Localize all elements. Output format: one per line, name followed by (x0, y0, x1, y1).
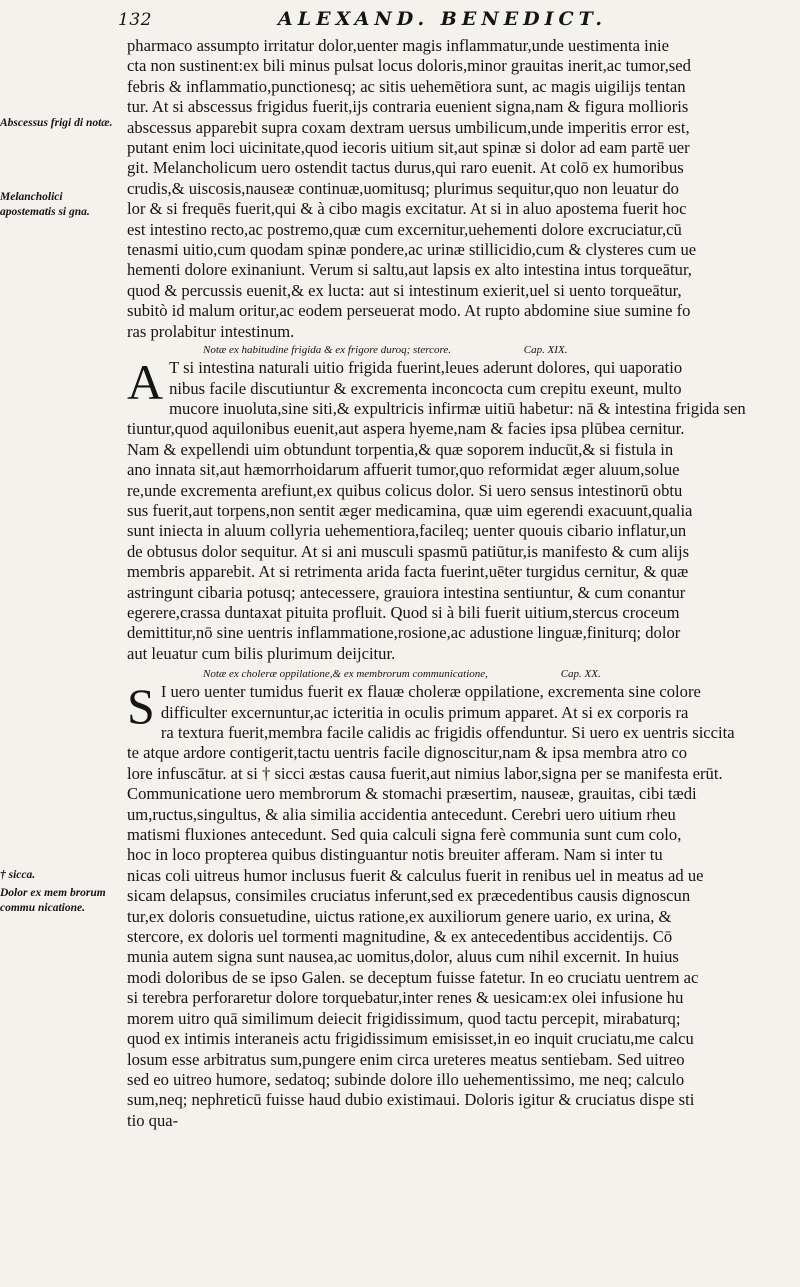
chapter-20-dropcap: S (127, 678, 155, 735)
chapter-20-line: stercore, ex doloris uel tormenti magnitudine, & ex antecedentibus accidentijs. Cō (127, 927, 673, 947)
margin-note-abscessus: Abscessus frigi di notæ. (0, 117, 113, 129)
chapter-20-line: matismi fluxiones antecedunt. Sed quia calculi signa ferè communia sunt cum colo, (127, 825, 682, 845)
paragraph-1-line: tur. At si abscessus frigidus fuerit,ijs contraria euenient signa,nam & figura mollioris (127, 97, 689, 117)
chapter-20-line: tur,ex doloris consuetudine, uictus ratione,ex auxiliorum genere uario, ex urina, & (127, 906, 672, 926)
chapter-20-line: um,ructus,singultus, & alia similia accidentia antecedunt. Cerebri uero uitium rheu (127, 804, 676, 824)
chapter-20-line: sicam delapsus, consimiles cruciatus inferunt,sed ex præcedentibus causis dignoscun (127, 886, 691, 906)
chapter-20-number: Cap. XX. (560, 668, 601, 681)
chapter-19-body (127, 354, 787, 664)
chapter-19-line: aut leuatur cum bilis plurimum deijcitur. (127, 643, 396, 663)
chapter-20-line: lore infuscātur. at si † sicci æstas causa fuerit,aut nimius labor,signa per se manifesta erūt. (127, 763, 723, 783)
chapter-20-line: modi doloribus de se ipso Galen. se deceptum fuisse fatetur. In eo cruciatu uentrem ac (127, 967, 699, 987)
chapter-20-line: ra textura fuerit,membra facile calidis ac frigidis offenduntur. Si uero ex uentris siccita (160, 723, 735, 742)
paragraph-1-line: quod & percussis euenit,& ex lucta: aut si intestinum exierit,uel si uento torqueātur, (127, 280, 682, 300)
margin-note-sicca: † sicca. (0, 869, 36, 881)
paragraph-1-line: abscessus apparebit supra coxam dextram uersus umbilicum,unde imperitis error est, (127, 117, 690, 137)
chapter-20-body (127, 678, 787, 1131)
paragraph-1-line: ras prolabitur intestinum. (127, 321, 295, 341)
chapter-20-line: sum,neq; nephreticū fuisse haud dubio existimaui. Doloris igitur & cruciatus dispe sti (127, 1090, 695, 1110)
chapter-19-number: Cap. XIX. (523, 344, 568, 357)
paragraph-abscess (127, 36, 787, 342)
paragraph-1-line: subitò id malum oritur,ac eodem perseuerat modo. At rupto abdomine siue sumine fo (127, 301, 691, 321)
paragraph-1-line: hementi dolore exinaniunt. Verum si saltu,aut lapsis ex alto intestina intus torqueātur, (127, 260, 692, 280)
paragraph-1-line: tenasmi uitio,cum quodam spinæ pondere,ac urinæ stillicidio,cum & clysteres cum ue (127, 240, 697, 260)
paragraph-1-line: est intestino recto,ac postremo,quæ cum excernitur,uehementi dolore excruciatur,cū (127, 219, 682, 239)
chapter-19-line: mucore inuoluta,sine siti,& expultricis infirmæ uitiū habetur: nā & intestina frigida sen (169, 398, 746, 418)
chapter-20-line: quod ex intimis interaneis actu frigidissimum emisisset,in eo inquit cruciatu,me calcu (127, 1029, 694, 1049)
chapter-20-line: nicas coli uitreus humor inclusus fuerit & calculus fuerit in renibus uel in meatus ad ue (127, 865, 704, 885)
paragraph-1-line: git. Melancholicum uero ostendit tactus durus,qui raro euenit. At colō ex humoribus (127, 158, 684, 178)
paragraph-1-line: crudis,& uiscosis,nauseæ continuæ,uomitusq; plurimus sequitur,quo non leuatur do (127, 178, 679, 198)
chapter-19-line: astringunt cibaria potusq; antecessere, grauiora intestina sentiuntur, & cum conantur (127, 582, 686, 602)
chapter-19-heading (203, 342, 787, 358)
chapter-20-line: morem uitro quā similimum deiecit frigidissimum, quod tactu percepit, mirabaturq; (127, 1008, 681, 1028)
chapter-20-line: Communicatione uero membrorum & stomachi præsertim, nauseæ, grauitas, cibi tædi (127, 784, 697, 804)
chapter-19-line: egerere,crassa duntaxat pituita profluit. Quod si à bili fuerit uitium,stercus croceum (127, 602, 680, 622)
chapter-19-line: ano innata sit,aut hæmorrhoidarum affuerit tumor,quo reformidat æger aluum,solue (127, 460, 680, 480)
page-number: 132 (118, 10, 152, 30)
chapter-20-line: te atque ardore contigerit,tactu uentris facile dignoscitur,nam & ipsa membra atro co (127, 743, 688, 763)
chapter-20-line: si terebra perforaretur dolore torquebatur,inter renes & uesicam:ex olei infusione hu (127, 988, 684, 1008)
chapter-19-line: membris apparebit. At si retrimenta arida facta fuerint,uēter turgidus cernitur, & quæ (127, 562, 689, 582)
chapter-20-line: I uero uenter tumidus fuerit ex flauæ choleræ oppilatione, excrementa sine colore (160, 682, 701, 702)
chapter-19-line: T si intestina naturali uitio frigida fuerint,leues aderunt dolores, qui uaporatio (169, 358, 683, 378)
paragraph-1-line: pharmaco assumpto irritatur dolor,uenter magis inflammatur,unde uestimenta inie (127, 36, 669, 55)
chapter-19-title: Notæ ex habitudine frigida & ex frigore duroq; stercore. (203, 344, 451, 357)
chapter-19-line: nibus facile discutiuntur & excrementa inconcocta cum crepitu exeunt, multo (169, 378, 682, 398)
chapter-20-line: losum esse arbitratus sum,pungere enim circa ureteres meatus sentiebam. Sed uitreo (127, 1049, 685, 1069)
main-text (127, 36, 787, 1131)
chapter-19-line: re,unde excrementa arefiunt,ex quibus colicus dolor. Si uero sensus intestinorū obtu (127, 480, 683, 500)
chapter-19-line: sunt iniecta in aluum collyria uehementiora,facileq; uenter quouis cibario inflatur,un (127, 521, 687, 541)
chapter-19-line: de obtusus dolor sequitur. At si ani musculi spasmū patiūtur,is manifesto & cum alijs (127, 541, 690, 561)
paragraph-1-line: lor & si frequēs fuerit,qui & à cibo magis excitatur. At si in aluo apostema fuerit hoc (127, 199, 687, 219)
paragraph-1-line: febris & inflammatio,punctionesq; ac sitis uehemētiora sunt, ac magis uigilijs tentan (127, 76, 686, 96)
chapter-20-line: sed eo uitreo humore, sedatoq; subinde dolore illo uehementissimo, me neq; calculo (127, 1069, 685, 1089)
chapter-20-line: difficulter excernuntur,ac icteritia in oculis primum apparet. At si ex corporis ra (160, 702, 689, 722)
chapter-19-dropcap: A (127, 354, 164, 411)
chapter-20-title: Notæ ex choleræ oppilatione,& ex membrorum communicatione, (203, 668, 488, 681)
chapter-19-line: demittitur,nō sine uentris inflammatione,rosione,ac adustione linguæ,finiturq; dolor (127, 623, 681, 643)
chapter-19-line: tiuntur,quod aquilonibus euenit,aut aspera hyeme,nam & facies ipsa plūbea cernitur. (127, 419, 685, 439)
paragraph-1-line: putant enim loci uicinitate,quod iecoris uitium sit,aut spinæ si dolor ad eam partē uer (127, 138, 690, 158)
margin-note-melancholici: Melancholici apostematis si gna. (0, 191, 90, 218)
page-header (118, 8, 798, 38)
chapter-20-heading (203, 666, 787, 682)
paragraph-1-line: cta non sustinent:ex bili minus pulsat locus doloris,minor grauitas inerit,ac tumor,sed (127, 56, 691, 76)
running-title: ALEXAND. BENEDICT. (278, 8, 607, 30)
chapter-20-line: hoc in loco propterea quibus distinguantur notis breuiter afferam. Nam si inter tu (127, 845, 663, 865)
chapter-20-line: tio qua- (127, 1110, 179, 1130)
chapter-19-line: sus fuerit,aut torpens,non sentit æger medicamina, quæ uim egerendi exacuunt,qualia (127, 500, 693, 520)
chapter-19-line: Nam & expellendi uim obtundunt torpentia,& quæ soporem inducūt,& si fistula in (127, 439, 674, 459)
margin-note-dolor: Dolor ex mem brorum commu nicatione. (0, 887, 106, 914)
chapter-20-line: munia autem signa sunt nausea,ac uomitus,dolor, aluus cum nihil excernit. In huius (127, 947, 679, 967)
